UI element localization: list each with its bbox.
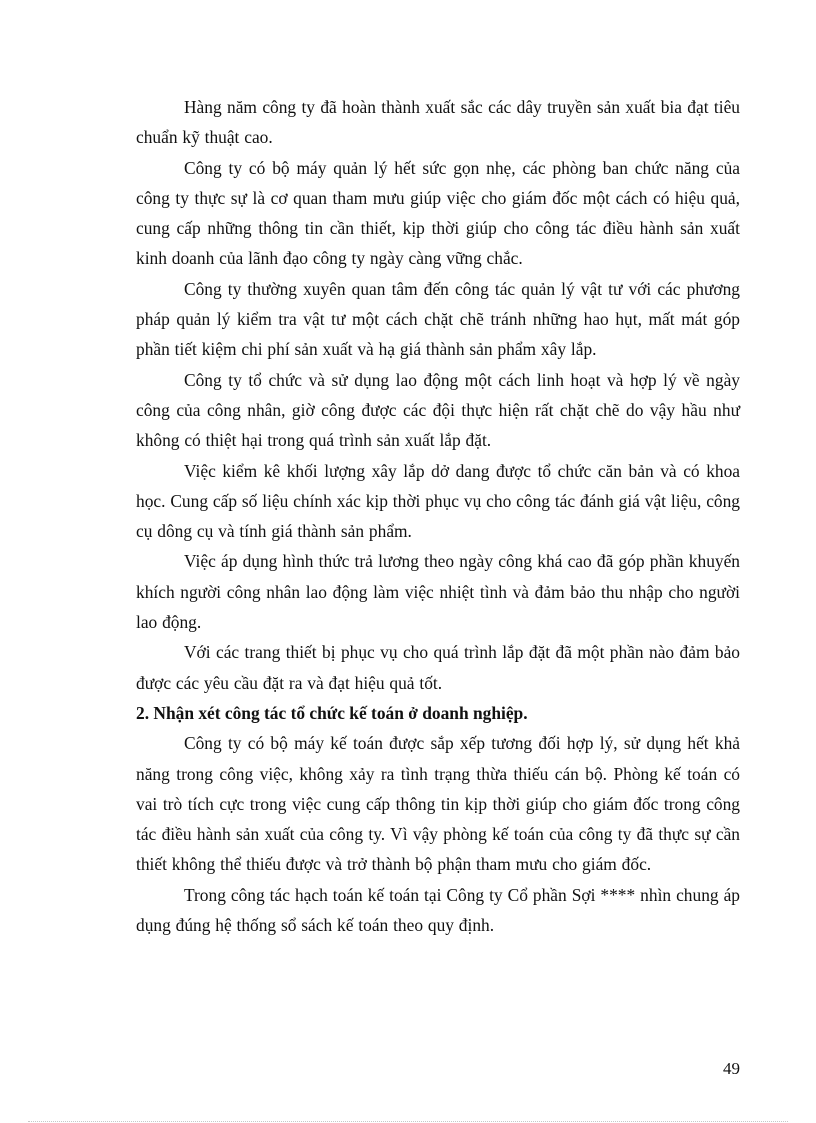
paragraph-material-management: Công ty thường xuyên quan tâm đến công tác quản lý vật tư với các phương pháp quản lý kiểm tra vật tư một cách chặt chẽ tránh những hao hụt, mất mát góp phần tiết kiệm chi phí sản xuất và hạ giá thành sản phẩm xây lắp.: [136, 278, 740, 360]
paragraph-accounting-department: Công ty có bộ máy kế toán được sắp xếp tương đối hợp lý, sử dụng hết khả năng trong công việc, không xảy ra tình trạng thừa thiếu cán bộ. Phòng kế toán có vai trò tích cực trong việc cung cấp thông tin kịp thời giúp cho giám đốc trong công tác điều hành sản xuất của công ty. Vì vậy phòng kế toán của công ty đã thực sự cần thiết không thể thiếu được và trở thành bộ phận tham mưu cho giám đốc.: [136, 733, 740, 875]
paragraph-management-structure: Công ty có bộ máy quản lý hết sức gọn nhẹ, các phòng ban chức năng của công ty thực sự là cơ quan tham mưu giúp việc cho giám đốc một cách có hiệu quả, cung cấp những thông tin cần thiết, kịp thời giúp cho công tác điều hành sản xuất kinh doanh của lãnh đạo công ty ngày càng vững chắc.: [136, 157, 740, 269]
paragraph-inventory-check: Việc kiểm kê khối lượng xây lắp dở dang được tổ chức căn bản và có khoa học. Cung cấp số liệu chính xác kịp thời phục vụ cho công tác đánh giá vật liệu, công cụ dông cụ và tính giá thành sản phẩm.: [136, 460, 740, 542]
paragraph-equipment: Với các trang thiết bị phục vụ cho quá trình lắp đặt đã một phần nào đảm bảo được các yêu cầu đặt ra và đạt hiệu quả tốt.: [136, 642, 740, 693]
paragraph-wage-payment: Việc áp dụng hình thức trả lương theo ngày công khá cao đã góp phần khuyến khích người công nhân lao động làm việc nhiệt tình và đảm bảo thu nhập cho người lao động.: [136, 551, 740, 633]
paragraph-annual-achievement: Hàng năm công ty đã hoàn thành xuất sắc các dây truyền sản xuất bia đạt tiêu chuẩn kỹ thuật cao.: [136, 97, 740, 148]
paragraph-accounting-practice: Trong công tác hạch toán kế toán tại Công ty Cổ phần Sợi **** nhìn chung áp dụng đúng hệ thống sổ sách kế toán theo quy định.: [136, 884, 740, 936]
paragraph-labor-organization: Công ty tổ chức và sử dụng lao động một cách linh hoạt và hợp lý về ngày công của công nhân, giờ công được các đội thực hiện rất chặt chẽ do vậy hầu như không có thiệt hại trong quá trình sản xuất lắp đặt.: [136, 369, 740, 451]
page-body: [136, 92, 740, 940]
section-heading: 2. Nhận xét công tác tổ chức kế toán ở doanh nghiệp.: [136, 702, 528, 723]
page-bottom-divider: [28, 1121, 788, 1122]
page-number: 49: [723, 1059, 740, 1078]
